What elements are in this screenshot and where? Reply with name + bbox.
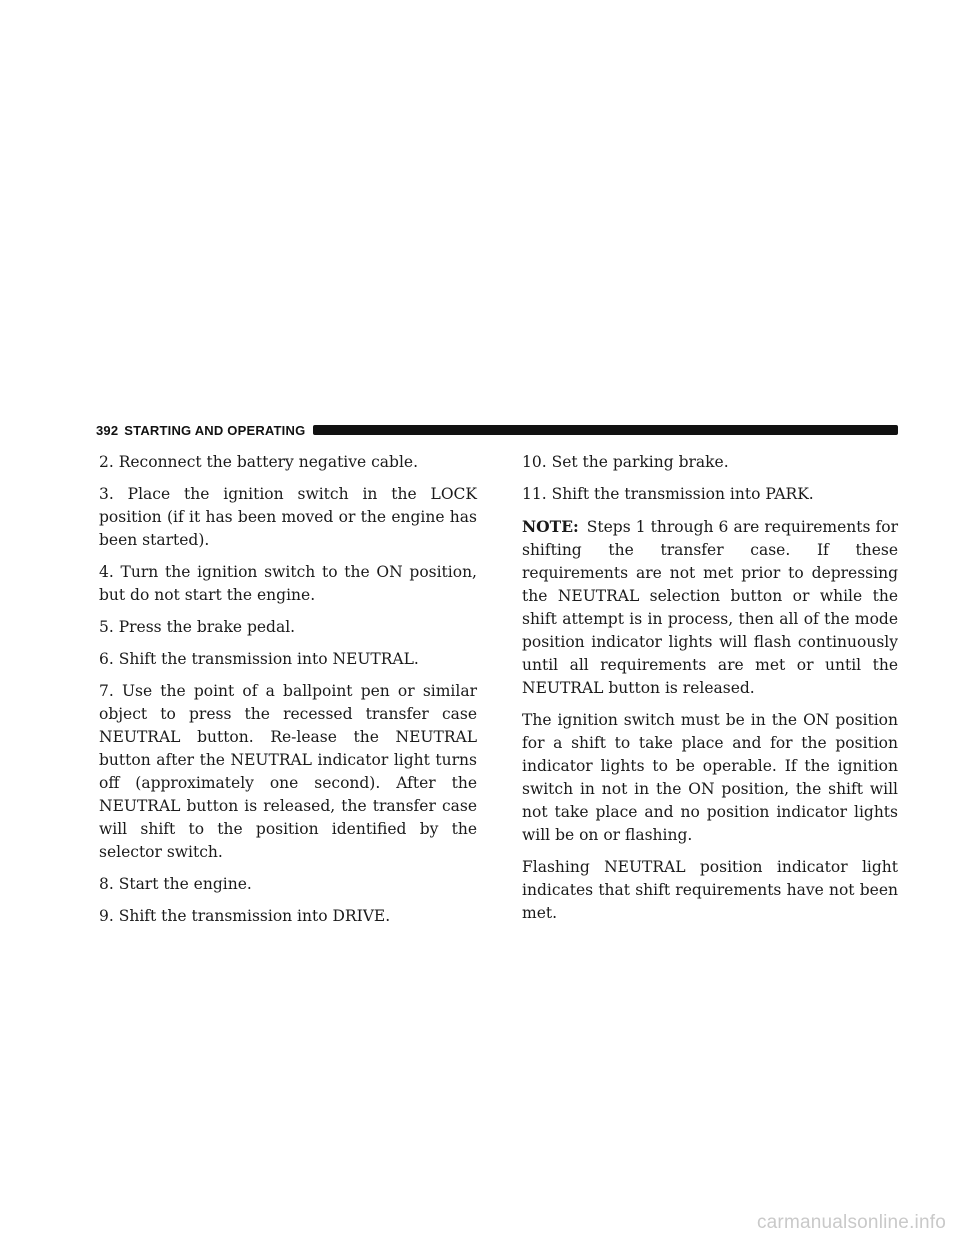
ignition-paragraph: The ignition switch must be in the ON position for a shift to take place and for the position indicator lights to be operable. If the ignition switch in not in the ON position, the shift will not take place and no position indicator lights will be on or flashing. [522, 711, 898, 844]
page-number: 392 [96, 422, 119, 438]
note-label: NOTE: [522, 517, 579, 536]
flashing-paragraph: Flashing NEUTRAL position indicator light indicates that shift requirements have not been met. [522, 858, 898, 922]
step-7: 7. Use the point of a ballpoint pen or similar object to press the recessed transfer case NEUTRAL button. Re-lease the NEUTRAL button after the NEUTRAL indicator light turns off (approximately one second). After the NEUTRAL button is released, the transfer case will shift to the position identified by the selector switch. [99, 682, 477, 861]
step-9: 9. Shift the transmission into DRIVE. [99, 907, 391, 925]
step-8: 8. Start the engine. [99, 875, 252, 893]
watermark: carmanualsonline.info [756, 1212, 946, 1233]
right-column [522, 451, 898, 934]
step-2: 2. Reconnect the battery negative cable. [99, 453, 419, 471]
header-text [96, 423, 313, 438]
note-paragraph [522, 515, 898, 700]
step-3: 3. Place the ignition switch in the LOCK position (if it has been moved or the engine has been started). [99, 485, 477, 549]
section-title: STARTING AND OPERATING [124, 422, 306, 438]
step-5: 5. Press the brake pedal. [99, 618, 296, 636]
step-10: 10. Set the parking brake. [522, 453, 729, 471]
header-rule [313, 425, 898, 435]
note-text: Steps 1 through 6 are requirements for shifting the transfer case. If these requirements are not met prior to depressing the NEUTRAL selection button or while the shift attempt is in process, then all of the mode position indicator lights will flash continuously until all requirements are met or until the NEUTRAL button is released. [522, 518, 898, 697]
step-4: 4. Turn the ignition switch to the ON position, but do not start the engine. [99, 563, 477, 604]
step-11: 11. Shift the transmission into PARK. [522, 485, 814, 503]
left-column [99, 451, 477, 937]
page-header [96, 420, 898, 440]
step-6: 6. Shift the transmission into NEUTRAL. [99, 650, 419, 668]
